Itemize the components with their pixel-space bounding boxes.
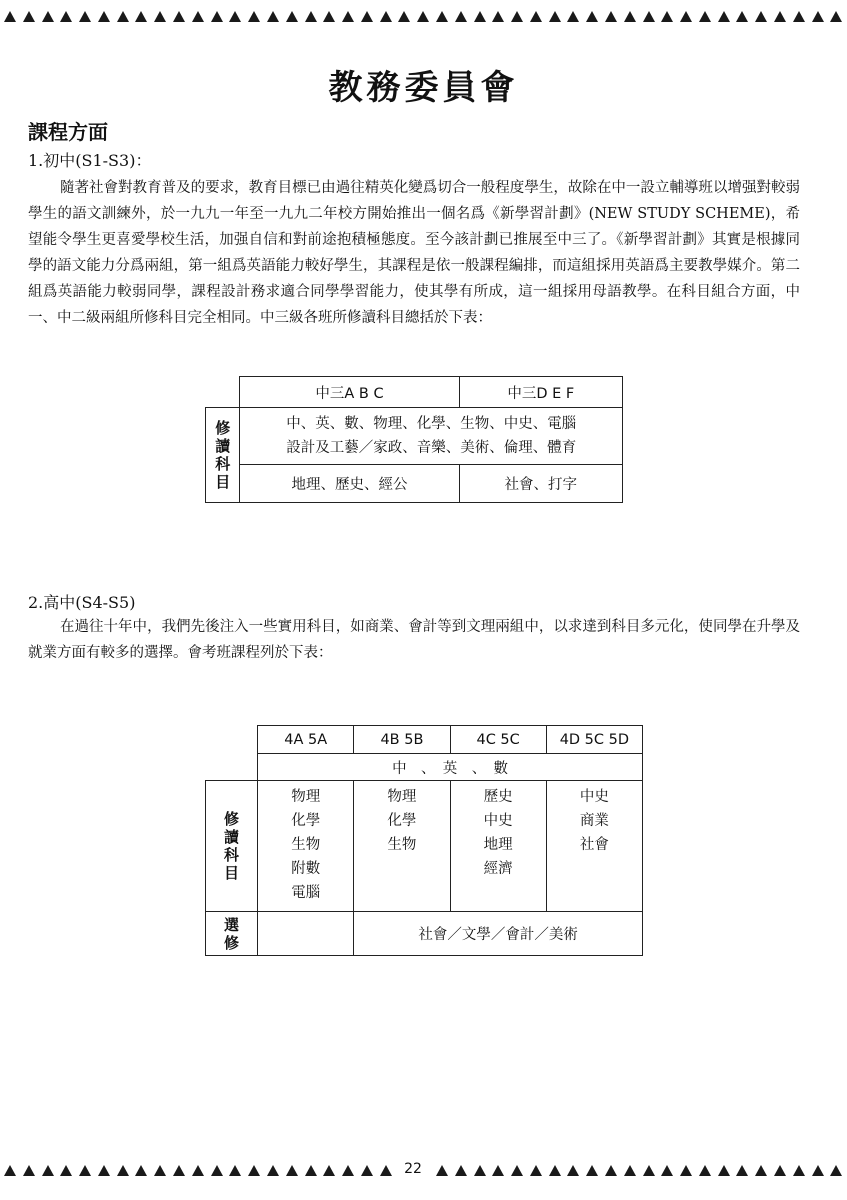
subject-item: 附數 [291, 861, 321, 877]
triangle-ornament [812, 11, 824, 22]
senior-paragraph-text: 在過往十年中，我們先後注入一些實用科目，如商業、會計等到文理兩組中，以求達到科目多元化，使同學在升學及就業方面有較多的選擇。會考班課程列於下表： [28, 619, 800, 661]
triangle-ornament [192, 1165, 204, 1176]
junior-subject-table [205, 376, 623, 503]
junior-row-label: 修 讀 科 目 [206, 408, 240, 503]
triangle-ornament [98, 1165, 110, 1176]
triangle-ornament [398, 11, 410, 22]
junior-paragraph [28, 175, 800, 331]
triangle-ornament [4, 1165, 16, 1176]
subject-item: 化學 [291, 813, 321, 829]
subject-item: 商業 [579, 813, 609, 829]
subject-item: 社會 [579, 837, 609, 853]
triangle-ornament [492, 1165, 504, 1176]
triangle-ornament [173, 11, 185, 22]
junior-paragraph-text: 隨著社會對教育普及的要求，教育目標已由過往精英化變爲切合一般程度學生，故除在中一設立輔導班以增强對較弱學生的語文訓練外，於一九九一年至一九九二年校方開始推出一個名爲《新學習計劃》(NEW STUDY SCHEME)，希望能令學生更喜愛學校生活，加强自信和對前途抱積極態度。至今該計劃已推展至中三了。《新學習計劃》其實是根據同學的語文能力分爲兩組，第一組爲英語能力較好學生，其課程是依一般課程編排，而這組採用英語爲主要教學媒介。第二組爲英語能力較弱同學，課程設計務求適合同學學習能力，使其學有所成，這一組採用母語教學。在科目組合方面，中一、中二級兩組所修科目完全相同。中三級各班所修讀科目總括於下表： [28, 180, 800, 326]
triangle-ornament [624, 1165, 636, 1176]
senior-col4-subjects [546, 781, 642, 912]
senior-header-4: 4D 5C 5D [546, 726, 642, 754]
triangle-ornament [699, 1165, 711, 1176]
triangle-ornament [736, 1165, 748, 1176]
triangle-ornament [605, 1165, 617, 1176]
triangle-ornament [342, 1165, 354, 1176]
junior-col1-extra: 地理、歷史、經公 [240, 465, 459, 503]
triangle-ornament [4, 11, 16, 22]
triangle-ornament [192, 11, 204, 22]
subject-item: 電腦 [291, 885, 321, 901]
subject-item: 歷史 [483, 789, 513, 805]
triangle-ornament [661, 1165, 673, 1176]
triangle-ornament [474, 1165, 486, 1176]
triangle-ornament [755, 11, 767, 22]
triangle-ornament [530, 1165, 542, 1176]
page-number: 22 [396, 1158, 430, 1180]
triangle-ornament [42, 11, 54, 22]
senior-elective-subjects: 社會／文學／會計／美術 [354, 912, 643, 956]
triangle-ornament [229, 11, 241, 22]
junior-heading: 1.初中(S1-S3)： [28, 151, 152, 170]
triangle-ornament [661, 11, 673, 22]
triangle-ornament [267, 1165, 279, 1176]
senior-subject-table [205, 725, 643, 956]
triangle-ornament [436, 11, 448, 22]
triangle-ornament [793, 11, 805, 22]
triangle-ornament [323, 11, 335, 22]
triangle-ornament [417, 11, 429, 22]
triangle-ornament [135, 1165, 147, 1176]
senior-heading: 2.高中(S4-S5) [28, 593, 136, 612]
triangle-ornament [736, 11, 748, 22]
triangle-ornament [586, 1165, 598, 1176]
triangle-ornament [342, 11, 354, 22]
senior-col1-subjects [258, 781, 354, 912]
triangle-ornament [830, 11, 842, 22]
triangle-ornament [248, 1165, 260, 1176]
triangle-ornament [680, 11, 692, 22]
top-decorative-border [4, 9, 843, 23]
triangle-ornament [23, 11, 35, 22]
triangle-ornament [42, 1165, 54, 1176]
triangle-ornament [229, 1165, 241, 1176]
junior-common-line2: 設計及工藝／家政、音樂、美術、倫理、體育 [286, 440, 577, 456]
junior-col2-header: 中三D E F [459, 377, 622, 408]
triangle-ornament [718, 1165, 730, 1176]
triangle-ornament [567, 1165, 579, 1176]
senior-elective-label: 選 修 [206, 912, 258, 956]
triangle-ornament [680, 1165, 692, 1176]
senior-required-label: 修 讀 科 目 [206, 781, 258, 912]
triangle-ornament [286, 1165, 298, 1176]
triangle-ornament [117, 1165, 129, 1176]
junior-col1-header: 中三A B C [240, 377, 459, 408]
senior-header-2: 4B 5B [354, 726, 450, 754]
triangle-ornament [586, 11, 598, 22]
triangle-ornament [173, 1165, 185, 1176]
triangle-ornament [154, 11, 166, 22]
triangle-ornament [511, 11, 523, 22]
triangle-ornament [305, 11, 317, 22]
triangle-ornament [79, 1165, 91, 1176]
triangle-ornament [492, 11, 504, 22]
senior-header-3: 4C 5C [450, 726, 546, 754]
subject-item: 物理 [291, 789, 321, 805]
triangle-ornament [830, 1165, 842, 1176]
senior-col3-subjects [450, 781, 546, 912]
triangle-ornament [60, 11, 72, 22]
triangle-ornament [774, 11, 786, 22]
triangle-ornament [267, 11, 279, 22]
page-title: 教務委員會 [328, 68, 519, 108]
triangle-ornament [23, 1165, 35, 1176]
triangle-ornament [117, 11, 129, 22]
triangle-ornament [380, 1165, 392, 1176]
triangle-ornament [248, 11, 260, 22]
senior-paragraph [28, 614, 800, 666]
junior-col2-extra: 社會、打字 [459, 465, 622, 503]
triangle-ornament [549, 11, 561, 22]
subject-item: 物理 [387, 789, 417, 805]
senior-header-1: 4A 5A [258, 726, 354, 754]
triangle-ornament [361, 1165, 373, 1176]
triangle-ornament [455, 1165, 467, 1176]
triangle-ornament [511, 1165, 523, 1176]
section-heading: 課程方面 [28, 120, 108, 144]
triangle-ornament [154, 1165, 166, 1176]
triangle-ornament [305, 1165, 317, 1176]
triangle-ornament [643, 1165, 655, 1176]
triangle-ornament [567, 11, 579, 22]
subject-item: 化學 [387, 813, 417, 829]
triangle-ornament [135, 11, 147, 22]
triangle-ornament [530, 11, 542, 22]
subject-item: 經濟 [483, 861, 513, 877]
triangle-ornament [211, 11, 223, 22]
subject-item: 生物 [387, 837, 417, 853]
subject-item: 地理 [483, 837, 513, 853]
triangle-ornament [455, 11, 467, 22]
triangle-ornament [286, 11, 298, 22]
triangle-ornament [812, 1165, 824, 1176]
triangle-ornament [474, 11, 486, 22]
triangle-ornament [774, 1165, 786, 1176]
subject-item: 中史 [483, 813, 513, 829]
triangle-ornament [60, 1165, 72, 1176]
triangle-ornament [624, 11, 636, 22]
triangle-ornament [323, 1165, 335, 1176]
triangle-ornament [361, 11, 373, 22]
triangle-ornament [718, 11, 730, 22]
senior-col2-subjects [354, 781, 450, 912]
triangle-ornament [380, 11, 392, 22]
triangle-ornament [436, 1165, 448, 1176]
triangle-ornament [605, 11, 617, 22]
subject-item: 生物 [291, 837, 321, 853]
junior-common-subjects [240, 408, 623, 465]
triangle-ornament [793, 1165, 805, 1176]
triangle-ornament [549, 1165, 561, 1176]
triangle-ornament [699, 11, 711, 22]
triangle-ornament [98, 11, 110, 22]
triangle-ornament [755, 1165, 767, 1176]
triangle-ornament [643, 11, 655, 22]
subject-item: 中史 [579, 789, 609, 805]
triangle-ornament [211, 1165, 223, 1176]
senior-common-subjects: 中 、 英 、 數 [258, 754, 643, 781]
junior-common-line1: 中、英、數、物理、化學、生物、中史、電腦 [286, 416, 577, 432]
triangle-ornament [79, 11, 91, 22]
